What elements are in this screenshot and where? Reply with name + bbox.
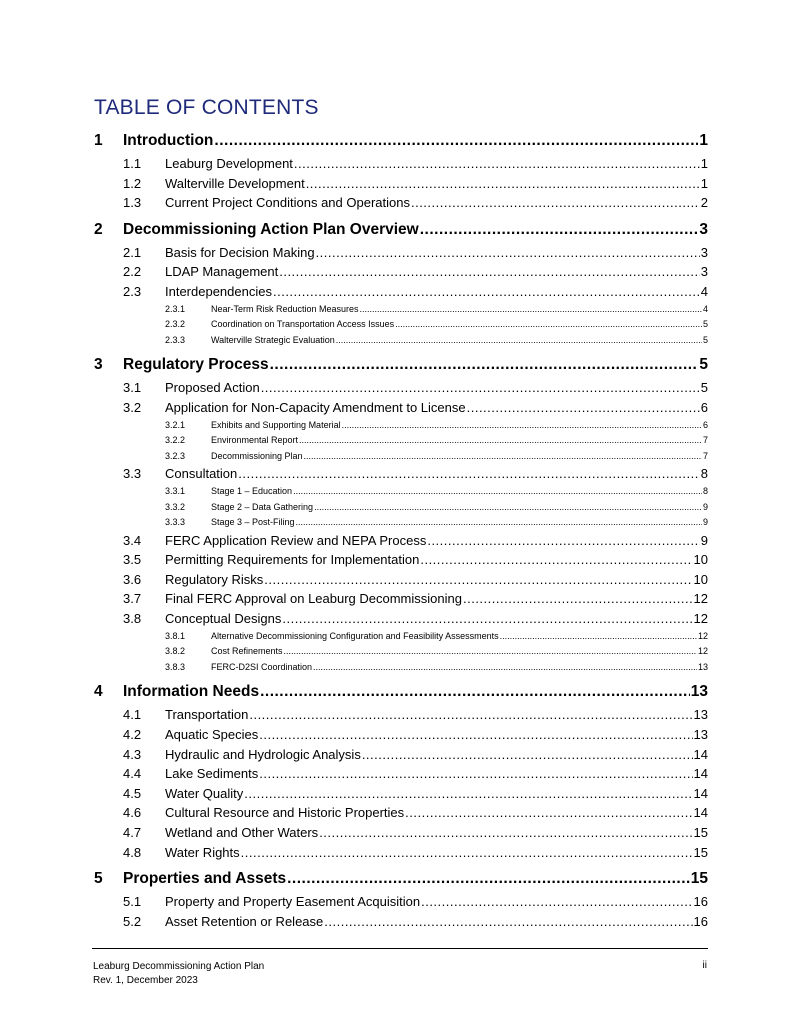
toc-entry-page: 9	[702, 501, 708, 512]
toc-entry-number: 1.2	[123, 175, 142, 191]
toc-entry-page: 5	[702, 319, 708, 330]
toc-entry-page: 15	[693, 844, 708, 860]
toc-entry-page: 12	[697, 630, 708, 641]
toc-entry-label: Regulatory Risks	[165, 571, 264, 587]
toc-entry-label: Properties and Assets	[123, 870, 287, 888]
toc-entry-page: 5	[699, 356, 708, 374]
toc-entry-label: Interdependencies	[165, 283, 272, 299]
toc-dot-leader	[299, 435, 702, 445]
toc-entry-level-2[interactable]	[94, 805, 708, 825]
toc-entry-number: 1	[94, 132, 103, 149]
toc-entry-level-2[interactable]	[94, 914, 708, 934]
toc-dot-leader	[324, 914, 692, 929]
toc-entry-level-3[interactable]	[94, 662, 708, 678]
toc-entry-label: Walterville Development	[165, 175, 305, 191]
toc-entry-page: 1	[700, 175, 708, 191]
toc-entry-number: 3.6	[123, 571, 142, 587]
toc-entry-label: Wetland and Other Waters	[165, 825, 319, 840]
toc-entry-label: Decommissioning Action Plan Overview	[123, 220, 419, 238]
toc-entry-page: 12	[697, 646, 708, 657]
footer-document-title: Leaburg Decommissioning Action Plan	[93, 961, 265, 972]
toc-dot-leader	[282, 611, 692, 626]
toc-entry-page: 16	[693, 894, 708, 910]
toc-entry-page: 10	[693, 571, 708, 587]
toc-entry-page: 13	[690, 683, 708, 701]
footer-page-number: ii	[702, 960, 707, 971]
toc-entry-number: 3.2.3	[165, 450, 186, 461]
toc-entry-level-2[interactable]	[94, 845, 708, 865]
toc-entry-label: Hydraulic and Hydrologic Analysis	[165, 746, 361, 762]
toc-heading: TABLE OF CONTENTS	[94, 96, 319, 119]
toc-entry-label: Stage 1 – Education	[211, 485, 293, 496]
toc-dot-leader	[304, 451, 702, 461]
toc-entry-page: 15	[693, 825, 708, 840]
toc-entry-label: Basis for Decision Making	[165, 244, 315, 260]
toc-dot-leader	[319, 825, 692, 840]
toc-entry-page: 13	[697, 661, 708, 672]
toc-entry-number: 4.4	[123, 766, 142, 782]
toc-entry-label: Lake Sediments	[165, 766, 259, 782]
toc-entry-level-2[interactable]	[94, 766, 708, 786]
toc-dot-leader	[306, 176, 700, 191]
toc-entry-page: 14	[693, 766, 708, 782]
toc-dot-leader	[296, 517, 702, 527]
toc-entry-number: 3.8	[123, 611, 142, 627]
toc-dot-leader	[244, 786, 692, 801]
toc-dot-leader	[214, 132, 698, 150]
toc-entry-number: 3.2.2	[165, 435, 186, 446]
toc-entry-number: 3.3.3	[165, 517, 186, 528]
toc-entry-label: Information Needs	[123, 683, 260, 701]
toc-entry-page: 10	[693, 552, 708, 568]
toc-entry-label: Consultation	[165, 466, 238, 482]
toc-entry-number: 4.1	[123, 707, 142, 723]
toc-entry-page: 6	[702, 419, 708, 430]
toc-dot-leader	[467, 400, 700, 415]
toc-entry-page: 5	[700, 380, 708, 396]
toc-entry-level-2[interactable]	[94, 786, 708, 806]
toc-entry-level-2[interactable]	[94, 552, 708, 572]
toc-entry-number: 3	[94, 356, 103, 374]
toc-entry-number: 3.5	[123, 552, 142, 568]
toc-entry-page: 6	[700, 399, 708, 415]
toc-entry-number: 2.1	[123, 244, 142, 260]
toc-entry-page: 9	[702, 517, 708, 528]
toc-entry-number: 2.3.3	[165, 334, 186, 345]
toc-dot-leader	[287, 870, 690, 888]
toc-entry-level-1[interactable]	[94, 683, 708, 707]
toc-entry-page: 13	[693, 707, 708, 723]
toc-entry-number: 3.4	[123, 532, 142, 548]
toc-entry-level-3[interactable]	[94, 451, 708, 467]
toc-entry-number: 3.8.2	[165, 646, 186, 657]
toc-entry-number: 4.5	[123, 785, 142, 801]
toc-entry-level-3[interactable]	[94, 486, 708, 502]
toc-entry-label: Transportation	[165, 707, 249, 723]
toc-entry-level-2[interactable]	[94, 747, 708, 767]
toc-entry-label: Cultural Resource and Historic Properties	[165, 805, 405, 821]
toc-entry-level-3[interactable]	[94, 517, 708, 533]
toc-entry-number: 4.6	[123, 805, 142, 821]
toc-entry-number: 4.7	[123, 825, 142, 840]
toc-entry-label: FERC-D2SI Coordination	[211, 661, 313, 672]
toc-entry-number: 4.8	[123, 844, 142, 860]
toc-entry-page: 14	[693, 746, 708, 762]
toc-entry-level-3[interactable]	[94, 631, 708, 647]
toc-entry-level-3[interactable]	[94, 646, 708, 662]
toc-entry-number: 3.7	[123, 591, 142, 607]
toc-entry-page: 8	[700, 466, 708, 482]
toc-dot-leader	[284, 646, 697, 656]
toc-entry-number: 5.2	[123, 913, 142, 929]
toc-entry-label: Conceptual Designs	[165, 611, 282, 627]
toc-entry-page: 4	[700, 283, 708, 299]
toc-entry-label: Cost Refinements	[211, 646, 283, 657]
toc-entry-level-2[interactable]	[94, 707, 708, 727]
toc-entry-label: Proposed Action	[165, 380, 260, 396]
toc-entry-label: FERC Application Review and NEPA Process	[165, 532, 427, 548]
toc-entry-page: 12	[693, 611, 708, 627]
toc-entry-label: Water Rights	[165, 844, 240, 860]
toc-dot-leader	[314, 502, 702, 512]
toc-dot-leader	[270, 356, 699, 374]
toc-entry-number: 5	[94, 870, 103, 888]
toc-entry-label: Alternative Decommissioning Configuration and Feasibility Assessments	[211, 630, 499, 641]
toc-entry-number: 2.3.2	[165, 319, 186, 330]
toc-dot-leader	[420, 552, 692, 567]
toc-entry-level-2[interactable]	[94, 156, 708, 176]
toc-entry-page: 14	[693, 805, 708, 821]
toc-entry-page: 13	[693, 727, 708, 743]
toc-dot-leader	[249, 707, 692, 722]
toc-entry-label: Near-Term Risk Reduction Measures	[211, 303, 359, 314]
toc-entry-page: 3	[700, 244, 708, 260]
toc-dot-leader	[241, 845, 693, 860]
toc-entry-number: 4.3	[123, 746, 142, 762]
toc-entry-label: Regulatory Process	[123, 356, 269, 374]
toc-entry-page: 12	[693, 591, 708, 607]
toc-entry-number: 2	[94, 220, 103, 238]
toc-entry-number: 2.3.1	[165, 303, 186, 314]
footer	[93, 960, 264, 988]
toc-dot-leader	[294, 156, 700, 171]
toc-entry-label: Stage 3 – Post-Filing	[211, 517, 295, 528]
toc-entry-label: Water Quality	[165, 785, 244, 801]
toc-dot-leader	[411, 195, 700, 210]
toc-dot-leader	[405, 805, 692, 820]
toc-entry-label: Walterville Strategic Evaluation	[211, 334, 335, 345]
toc-entry-label: Introduction	[123, 132, 214, 149]
toc-entry-page: 15	[690, 870, 708, 888]
toc-entry-number: 3.3.2	[165, 501, 186, 512]
toc-entry-page: 3	[699, 220, 708, 238]
toc-entry-page: 8	[702, 485, 708, 496]
toc-entry-number: 4	[94, 683, 103, 701]
toc-dot-leader	[293, 486, 702, 496]
toc-dot-leader	[279, 264, 700, 279]
toc-dot-leader	[362, 747, 693, 762]
toc-entry-number: 3.8.3	[165, 661, 186, 672]
toc-dot-leader	[259, 766, 692, 781]
toc-entry-label: Application for Non-Capacity Amendment to License	[165, 399, 466, 415]
toc-dot-leader	[238, 466, 699, 481]
toc-entry-page: 3	[700, 264, 708, 280]
toc-dot-leader	[273, 284, 700, 299]
toc-entry-level-1[interactable]	[94, 870, 708, 894]
toc-entry-page: 1	[699, 132, 708, 149]
toc-entry-page: 4	[702, 303, 708, 314]
toc-entry-number: 1.1	[123, 156, 142, 171]
toc-entry-level-2[interactable]	[94, 572, 708, 592]
toc-entry-page: 16	[693, 913, 708, 929]
toc-entry-label: Current Project Conditions and Operations	[165, 195, 410, 211]
toc-dot-leader	[421, 894, 692, 909]
toc-dot-leader	[342, 420, 702, 430]
toc-dot-leader	[336, 335, 702, 345]
toc-dot-leader	[427, 533, 699, 548]
toc-entry-page: 2	[700, 195, 708, 211]
toc-entry-level-2[interactable]	[94, 245, 708, 265]
footer-divider	[92, 948, 708, 949]
toc-entry-level-2[interactable]	[94, 400, 708, 420]
toc-entry-label: Decommissioning Plan	[211, 450, 303, 461]
toc-entry-page: 5	[702, 334, 708, 345]
toc-entry-label: Aquatic Species	[165, 727, 259, 743]
toc-dot-leader	[463, 591, 693, 606]
toc-entry-level-3[interactable]	[94, 319, 708, 335]
toc-entry-level-1[interactable]	[94, 132, 708, 156]
toc-dot-leader	[261, 380, 700, 395]
toc-entry-label: LDAP Management	[165, 264, 279, 280]
toc-entry-level-2[interactable]	[94, 380, 708, 400]
toc-entry-label: Stage 2 – Data Gathering	[211, 501, 314, 512]
toc-entry-level-2[interactable]	[94, 466, 708, 486]
toc-entry-level-3[interactable]	[94, 304, 708, 320]
toc-entry-level-2[interactable]	[94, 176, 708, 196]
toc-entry-page: 7	[702, 435, 708, 446]
toc-entry-level-2[interactable]	[94, 894, 708, 914]
toc-entry-level-1[interactable]	[94, 221, 708, 245]
toc-entry-number: 5.1	[123, 894, 142, 910]
footer-revision: Rev. 1, December 2023	[93, 975, 198, 986]
toc-entry-label: Leaburg Development	[165, 156, 293, 171]
toc-dot-leader	[259, 727, 692, 742]
toc-entry-label: Permitting Requirements for Implementation	[165, 552, 420, 568]
toc-entry-label: Environmental Report	[211, 435, 299, 446]
toc-entry-number: 1.3	[123, 195, 142, 211]
toc-entry-level-2[interactable]	[94, 611, 708, 631]
toc-entry-number: 3.3	[123, 466, 142, 482]
toc-entry-number: 4.2	[123, 727, 142, 743]
toc-entry-level-2[interactable]	[94, 591, 708, 611]
toc-entry-number: 3.3.1	[165, 485, 186, 496]
toc-entry-level-3[interactable]	[94, 502, 708, 518]
toc-dot-leader	[500, 631, 697, 641]
toc-entry-label: Asset Retention or Release	[165, 913, 324, 929]
toc-entry-number: 3.2	[123, 399, 142, 415]
toc-entry-label: Property and Property Easement Acquisition	[165, 894, 421, 910]
toc-entry-level-2[interactable]	[94, 727, 708, 747]
toc-dot-leader	[316, 245, 700, 260]
toc-dot-leader	[395, 319, 702, 329]
toc-dot-leader	[260, 683, 690, 701]
toc-entry-level-2[interactable]	[94, 264, 708, 284]
toc-entry-number: 3.2.1	[165, 419, 186, 430]
toc-entry-level-3[interactable]	[94, 420, 708, 436]
toc-entry-level-2[interactable]	[94, 195, 708, 215]
toc-entry-level-2[interactable]	[94, 825, 708, 845]
toc-dot-leader	[420, 221, 699, 239]
toc-entry-level-2[interactable]	[94, 284, 708, 304]
toc-entry-label: Exhibits and Supporting Material	[211, 419, 341, 430]
toc-dot-leader	[360, 304, 702, 314]
toc-entry-level-3[interactable]	[94, 335, 708, 351]
toc-entry-page: 7	[702, 450, 708, 461]
toc-entry-level-1[interactable]	[94, 356, 708, 380]
toc-entry-label: Coordination on Transportation Access Issues	[211, 319, 395, 330]
toc-entry-label: Final FERC Approval on Leaburg Decommissioning	[165, 591, 462, 607]
toc-entry-page: 1	[700, 156, 708, 171]
toc-entry-number: 3.1	[123, 380, 142, 396]
toc-entry-number: 2.3	[123, 283, 142, 299]
toc-entry-level-3[interactable]	[94, 435, 708, 451]
toc-entry-level-2[interactable]	[94, 533, 708, 553]
toc-dot-leader	[264, 572, 692, 587]
table-of-contents	[94, 132, 708, 933]
toc-entry-page: 14	[693, 785, 708, 801]
toc-entry-number: 3.8.1	[165, 630, 186, 641]
toc-dot-leader	[313, 662, 697, 672]
toc-entry-page: 9	[700, 532, 708, 548]
toc-entry-number: 2.2	[123, 264, 142, 280]
